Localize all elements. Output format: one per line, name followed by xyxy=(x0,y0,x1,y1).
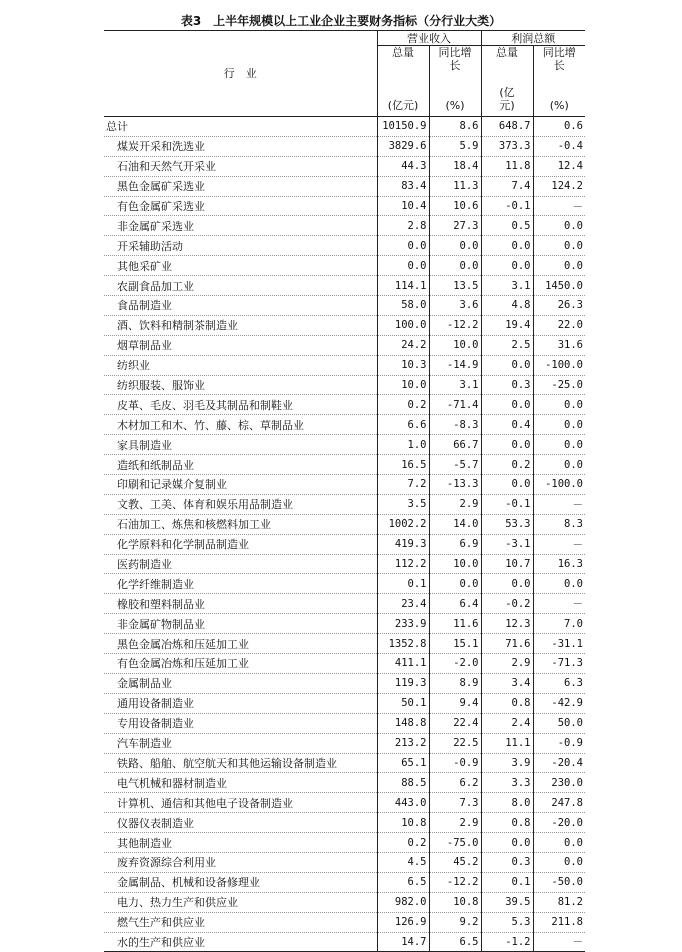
revenue-yoy-cell: -8.3 xyxy=(429,415,481,435)
profit-total-cell: 3.3 xyxy=(481,773,533,793)
profit-yoy-cell: 81.2 xyxy=(533,892,585,912)
profit-total-cell: 373.3 xyxy=(481,136,533,156)
table-row xyxy=(104,614,585,634)
table-row xyxy=(104,514,585,534)
revenue-yoy-cell: -71.4 xyxy=(429,395,481,415)
profit-yoy-cell: 247.8 xyxy=(533,793,585,813)
profit-group-header: 利润总额 xyxy=(481,31,585,46)
industry-name-cell: 水的生产和供应业 xyxy=(104,932,377,952)
profit-total-cell: 11.1 xyxy=(481,733,533,753)
revenue-total-cell: 6.6 xyxy=(377,415,429,435)
industry-name-cell: 仪器仪表制造业 xyxy=(104,813,377,833)
industry-name-cell: 电力、热力生产和供应业 xyxy=(104,892,377,912)
table-row xyxy=(104,136,585,156)
revenue-group-header: 营业收入 xyxy=(377,31,481,46)
profit-total-cell: 0.0 xyxy=(481,256,533,276)
profit-yoy-cell: 50.0 xyxy=(533,713,585,733)
table-row xyxy=(104,813,585,833)
revenue-yoy-cell: 0.0 xyxy=(429,256,481,276)
industry-name-cell: 医药制造业 xyxy=(104,554,377,574)
profit-yoy-cell: 0.0 xyxy=(533,256,585,276)
profit-total-cell: 3.4 xyxy=(481,673,533,693)
profit-total-cell: 5.3 xyxy=(481,912,533,932)
profit-total-cell: 39.5 xyxy=(481,892,533,912)
profit-total-cell: 2.5 xyxy=(481,335,533,355)
revenue-yoy-cell: 6.9 xyxy=(429,534,481,554)
industry-name-cell: 酒、饮料和精制茶制造业 xyxy=(104,315,377,335)
table-row xyxy=(104,196,585,216)
revenue-yoy-cell: 2.9 xyxy=(429,494,481,514)
revenue-total-cell: 10150.9 xyxy=(377,117,429,137)
profit-total-cell: 0.3 xyxy=(481,375,533,395)
profit-total-cell: 11.8 xyxy=(481,156,533,176)
profit-yoy-cell: － xyxy=(533,494,585,514)
industry-name-cell: 文教、工美、体育和娱乐用品制造业 xyxy=(104,494,377,514)
table-row xyxy=(104,733,585,753)
revenue-total-cell: 6.5 xyxy=(377,872,429,892)
table-row xyxy=(104,833,585,853)
profit-total-cell: 0.8 xyxy=(481,693,533,713)
table-row xyxy=(104,773,585,793)
revenue-total-cell: 24.2 xyxy=(377,335,429,355)
revenue-yoy-cell: -12.2 xyxy=(429,872,481,892)
industry-name-cell: 有色金属矿采选业 xyxy=(104,196,377,216)
table-row xyxy=(104,435,585,455)
revenue-yoy-cell: 18.4 xyxy=(429,156,481,176)
revenue-total-cell: 83.4 xyxy=(377,176,429,196)
profit-total-cell: 0.5 xyxy=(481,216,533,236)
revenue-total-cell: 50.1 xyxy=(377,693,429,713)
revenue-total-cell: 65.1 xyxy=(377,753,429,773)
revenue-yoy-cell: 6.4 xyxy=(429,594,481,614)
table-body xyxy=(104,117,585,952)
revenue-total-label: 总量 xyxy=(392,46,414,59)
profit-yoy-cell: -71.3 xyxy=(533,654,585,674)
table-row xyxy=(104,375,585,395)
industry-name-cell: 总计 xyxy=(104,117,377,137)
profit-total-cell: -3.1 xyxy=(481,534,533,554)
profit-total-cell: 7.4 xyxy=(481,176,533,196)
industry-name-cell: 废弃资源综合利用业 xyxy=(104,852,377,872)
profit-yoy-cell: 124.2 xyxy=(533,176,585,196)
industry-name-cell: 有色金属冶炼和压延加工业 xyxy=(104,654,377,674)
table-row xyxy=(104,872,585,892)
profit-yoy-cell: 0.6 xyxy=(533,117,585,137)
industry-name-cell: 纺织服装、服饰业 xyxy=(104,375,377,395)
table-row xyxy=(104,276,585,296)
profit-yoy-unit: (%) xyxy=(549,99,569,112)
table-row xyxy=(104,216,585,236)
industry-name-cell: 金属制品、机械和设备修理业 xyxy=(104,872,377,892)
industry-name-cell: 家具制造业 xyxy=(104,435,377,455)
profit-total-cell: -0.1 xyxy=(481,196,533,216)
profit-yoy-cell: 16.3 xyxy=(533,554,585,574)
profit-total-cell: 19.4 xyxy=(481,315,533,335)
table-row xyxy=(104,912,585,932)
profit-yoy-cell: 6.3 xyxy=(533,673,585,693)
industry-name-cell: 橡胶和塑料制品业 xyxy=(104,594,377,614)
revenue-total-cell: 10.3 xyxy=(377,355,429,375)
revenue-yoy-label: 同比增长 xyxy=(438,46,472,72)
profit-total-label: 总量 xyxy=(496,46,518,59)
revenue-yoy-cell: 27.3 xyxy=(429,216,481,236)
revenue-total-unit: (亿元) xyxy=(387,99,419,112)
profit-total-cell: 0.0 xyxy=(481,475,533,495)
table-row xyxy=(104,594,585,614)
table-row xyxy=(104,395,585,415)
table-header xyxy=(104,31,585,117)
revenue-yoy-cell: 3.6 xyxy=(429,296,481,316)
industry-name-cell: 石油加工、炼焦和核燃料加工业 xyxy=(104,514,377,534)
table-title: 表3 上半年规模以上工业企业主要财务指标（分行业大类） xyxy=(180,14,502,28)
revenue-yoy-cell: 10.0 xyxy=(429,554,481,574)
profit-total-cell: 0.8 xyxy=(481,813,533,833)
table-row xyxy=(104,574,585,594)
revenue-yoy-cell: 13.5 xyxy=(429,276,481,296)
profit-total-cell: 12.3 xyxy=(481,614,533,634)
profit-total-cell: 8.0 xyxy=(481,793,533,813)
profit-yoy-cell: 0.0 xyxy=(533,236,585,256)
revenue-yoy-unit: (%) xyxy=(445,99,465,112)
revenue-total-cell: 0.2 xyxy=(377,833,429,853)
table-row xyxy=(104,296,585,316)
revenue-yoy-cell: -13.3 xyxy=(429,475,481,495)
revenue-total-cell: 213.2 xyxy=(377,733,429,753)
profit-yoy-cell: -0.4 xyxy=(533,136,585,156)
profit-yoy-cell: 26.3 xyxy=(533,296,585,316)
profit-yoy-cell: 0.0 xyxy=(533,852,585,872)
revenue-total-cell: 148.8 xyxy=(377,713,429,733)
revenue-total-cell: 0.2 xyxy=(377,395,429,415)
revenue-yoy-cell: 11.6 xyxy=(429,614,481,634)
table-row xyxy=(104,176,585,196)
profit-yoy-cell: 0.0 xyxy=(533,216,585,236)
industry-name-cell: 造纸和纸制品业 xyxy=(104,455,377,475)
profit-total-cell: 0.0 xyxy=(481,395,533,415)
profit-total-cell: 0.0 xyxy=(481,574,533,594)
table-row xyxy=(104,793,585,813)
revenue-yoy-cell: -0.9 xyxy=(429,753,481,773)
profit-total-cell: 3.1 xyxy=(481,276,533,296)
industry-name-cell: 印刷和记录媒介复制业 xyxy=(104,475,377,495)
revenue-yoy-cell: -12.2 xyxy=(429,315,481,335)
profit-total-cell: 0.0 xyxy=(481,435,533,455)
profit-yoy-cell: 22.0 xyxy=(533,315,585,335)
profit-yoy-cell: -100.0 xyxy=(533,475,585,495)
table-row xyxy=(104,534,585,554)
revenue-yoy-cell: 22.4 xyxy=(429,713,481,733)
revenue-total-cell: 1002.2 xyxy=(377,514,429,534)
industry-name-cell: 电气机械和器材制造业 xyxy=(104,773,377,793)
profit-yoy-cell: -42.9 xyxy=(533,693,585,713)
profit-yoy-cell: － xyxy=(533,932,585,952)
industry-name-cell: 非金属矿采选业 xyxy=(104,216,377,236)
table-row xyxy=(104,117,585,137)
table-row xyxy=(104,315,585,335)
table-row xyxy=(104,634,585,654)
revenue-total-cell: 4.5 xyxy=(377,852,429,872)
industry-name-cell: 非金属矿物制品业 xyxy=(104,614,377,634)
revenue-yoy-cell: 8.9 xyxy=(429,673,481,693)
profit-yoy-cell: -0.9 xyxy=(533,733,585,753)
profit-yoy-cell: － xyxy=(533,534,585,554)
profit-yoy-header xyxy=(533,46,585,117)
revenue-yoy-cell: -2.0 xyxy=(429,654,481,674)
revenue-total-cell: 443.0 xyxy=(377,793,429,813)
revenue-total-cell: 411.1 xyxy=(377,654,429,674)
revenue-total-cell: 14.7 xyxy=(377,932,429,952)
profit-yoy-cell: -20.4 xyxy=(533,753,585,773)
profit-total-cell: 0.4 xyxy=(481,415,533,435)
revenue-yoy-cell: 10.8 xyxy=(429,892,481,912)
revenue-total-cell: 119.3 xyxy=(377,673,429,693)
profit-total-cell: 10.7 xyxy=(481,554,533,574)
revenue-yoy-cell: 0.0 xyxy=(429,236,481,256)
revenue-total-cell: 982.0 xyxy=(377,892,429,912)
revenue-yoy-cell: 0.0 xyxy=(429,574,481,594)
table-row xyxy=(104,852,585,872)
profit-yoy-label: 同比增长 xyxy=(542,46,576,72)
industry-name-cell: 食品制造业 xyxy=(104,296,377,316)
profit-total-cell: 53.3 xyxy=(481,514,533,534)
revenue-total-cell: 126.9 xyxy=(377,912,429,932)
revenue-yoy-cell: -75.0 xyxy=(429,833,481,853)
table-row xyxy=(104,673,585,693)
revenue-yoy-cell: 66.7 xyxy=(429,435,481,455)
revenue-total-header xyxy=(377,46,429,117)
revenue-total-cell: 58.0 xyxy=(377,296,429,316)
profit-yoy-cell: 230.0 xyxy=(533,773,585,793)
industry-name-cell: 烟草制品业 xyxy=(104,335,377,355)
revenue-yoy-cell: 9.2 xyxy=(429,912,481,932)
revenue-yoy-cell: 22.5 xyxy=(429,733,481,753)
profit-yoy-cell: -25.0 xyxy=(533,375,585,395)
industry-name-cell: 专用设备制造业 xyxy=(104,713,377,733)
profit-yoy-cell: 0.0 xyxy=(533,415,585,435)
table-row xyxy=(104,256,585,276)
revenue-total-cell: 3.5 xyxy=(377,494,429,514)
profit-total-header xyxy=(481,46,533,117)
revenue-total-cell: 1352.8 xyxy=(377,634,429,654)
profit-yoy-cell: 1450.0 xyxy=(533,276,585,296)
table-row xyxy=(104,892,585,912)
table-row xyxy=(104,355,585,375)
revenue-yoy-cell: 45.2 xyxy=(429,852,481,872)
table-row xyxy=(104,156,585,176)
industry-header xyxy=(104,31,377,117)
profit-total-cell: 2.9 xyxy=(481,654,533,674)
table-row xyxy=(104,693,585,713)
revenue-yoy-cell: 2.9 xyxy=(429,813,481,833)
profit-yoy-cell: 12.4 xyxy=(533,156,585,176)
revenue-yoy-cell: 15.1 xyxy=(429,634,481,654)
revenue-total-cell: 16.5 xyxy=(377,455,429,475)
table-row xyxy=(104,335,585,355)
profit-yoy-cell: -31.1 xyxy=(533,634,585,654)
profit-yoy-cell: 31.6 xyxy=(533,335,585,355)
profit-total-cell: 4.8 xyxy=(481,296,533,316)
industry-name-cell: 黑色金属冶炼和压延加工业 xyxy=(104,634,377,654)
revenue-yoy-cell: 7.3 xyxy=(429,793,481,813)
financial-indicators-table xyxy=(104,30,585,952)
table-row xyxy=(104,753,585,773)
revenue-yoy-cell: 10.0 xyxy=(429,335,481,355)
profit-total-cell: 0.0 xyxy=(481,355,533,375)
table-row xyxy=(104,554,585,574)
revenue-total-cell: 2.8 xyxy=(377,216,429,236)
revenue-yoy-cell: 10.6 xyxy=(429,196,481,216)
industry-name-cell: 化学纤维制造业 xyxy=(104,574,377,594)
revenue-yoy-cell: 6.5 xyxy=(429,932,481,952)
industry-name-cell: 其他采矿业 xyxy=(104,256,377,276)
industry-name-cell: 通用设备制造业 xyxy=(104,693,377,713)
industry-name-cell: 开采辅助活动 xyxy=(104,236,377,256)
table-row xyxy=(104,654,585,674)
profit-total-cell: -1.2 xyxy=(481,932,533,952)
profit-yoy-cell: 0.0 xyxy=(533,574,585,594)
table-row xyxy=(104,475,585,495)
industry-name-cell: 计算机、通信和其他电子设备制造业 xyxy=(104,793,377,813)
revenue-total-cell: 0.0 xyxy=(377,256,429,276)
profit-yoy-cell: -100.0 xyxy=(533,355,585,375)
revenue-total-cell: 7.2 xyxy=(377,475,429,495)
industry-name-cell: 农副食品加工业 xyxy=(104,276,377,296)
profit-yoy-cell: － xyxy=(533,594,585,614)
table-row xyxy=(104,713,585,733)
industry-name-cell: 其他制造业 xyxy=(104,833,377,853)
revenue-yoy-cell: 9.4 xyxy=(429,693,481,713)
header-group-row xyxy=(104,31,585,46)
profit-yoy-cell: 0.0 xyxy=(533,395,585,415)
revenue-total-cell: 10.8 xyxy=(377,813,429,833)
industry-name-cell: 金属制品业 xyxy=(104,673,377,693)
revenue-total-cell: 88.5 xyxy=(377,773,429,793)
industry-name-cell: 煤炭开采和洗选业 xyxy=(104,136,377,156)
table-row xyxy=(104,415,585,435)
revenue-yoy-cell: 11.3 xyxy=(429,176,481,196)
industry-name-cell: 石油和天然气开采业 xyxy=(104,156,377,176)
profit-yoy-cell: 0.0 xyxy=(533,435,585,455)
industry-name-cell: 纺织业 xyxy=(104,355,377,375)
table-row xyxy=(104,236,585,256)
revenue-yoy-cell: 8.6 xyxy=(429,117,481,137)
profit-total-cell: -0.1 xyxy=(481,494,533,514)
profit-yoy-cell: 0.0 xyxy=(533,833,585,853)
revenue-total-cell: 10.4 xyxy=(377,196,429,216)
industry-name-cell: 铁路、船舶、航空航天和其他运输设备制造业 xyxy=(104,753,377,773)
revenue-total-cell: 233.9 xyxy=(377,614,429,634)
profit-yoy-cell: 211.8 xyxy=(533,912,585,932)
industry-header-label: 行 业 xyxy=(223,67,257,80)
profit-yoy-cell: -20.0 xyxy=(533,813,585,833)
revenue-total-cell: 100.0 xyxy=(377,315,429,335)
revenue-total-cell: 23.4 xyxy=(377,594,429,614)
industry-name-cell: 黑色金属矿采选业 xyxy=(104,176,377,196)
profit-total-unit: (亿元) xyxy=(499,86,515,112)
revenue-yoy-cell: 3.1 xyxy=(429,375,481,395)
profit-total-cell: 3.9 xyxy=(481,753,533,773)
table-row xyxy=(104,494,585,514)
table-row xyxy=(104,455,585,475)
profit-total-cell: 0.3 xyxy=(481,852,533,872)
revenue-total-cell: 112.2 xyxy=(377,554,429,574)
profit-yoy-cell: 0.0 xyxy=(533,455,585,475)
revenue-total-cell: 114.1 xyxy=(377,276,429,296)
revenue-yoy-cell: 6.2 xyxy=(429,773,481,793)
profit-total-cell: 71.6 xyxy=(481,634,533,654)
revenue-yoy-cell: -14.9 xyxy=(429,355,481,375)
profit-total-cell: 0.1 xyxy=(481,872,533,892)
profit-total-cell: 648.7 xyxy=(481,117,533,137)
profit-yoy-cell: － xyxy=(533,196,585,216)
industry-name-cell: 皮革、毛皮、羽毛及其制品和制鞋业 xyxy=(104,395,377,415)
revenue-total-cell: 10.0 xyxy=(377,375,429,395)
profit-total-cell: 0.0 xyxy=(481,236,533,256)
revenue-yoy-header xyxy=(429,46,481,117)
revenue-total-cell: 44.3 xyxy=(377,156,429,176)
revenue-total-cell: 419.3 xyxy=(377,534,429,554)
revenue-yoy-cell: 14.0 xyxy=(429,514,481,534)
industry-name-cell: 化学原料和化学制品制造业 xyxy=(104,534,377,554)
industry-name-cell: 汽车制造业 xyxy=(104,733,377,753)
profit-total-cell: -0.2 xyxy=(481,594,533,614)
industry-name-cell: 木材加工和木、竹、藤、棕、草制品业 xyxy=(104,415,377,435)
revenue-total-cell: 3829.6 xyxy=(377,136,429,156)
profit-total-cell: 2.4 xyxy=(481,713,533,733)
revenue-yoy-cell: -5.7 xyxy=(429,455,481,475)
profit-total-cell: 0.0 xyxy=(481,833,533,853)
revenue-yoy-cell: 5.9 xyxy=(429,136,481,156)
revenue-total-cell: 1.0 xyxy=(377,435,429,455)
profit-yoy-cell: 7.0 xyxy=(533,614,585,634)
profit-yoy-cell: -50.0 xyxy=(533,872,585,892)
industry-name-cell: 燃气生产和供应业 xyxy=(104,912,377,932)
revenue-total-cell: 0.0 xyxy=(377,236,429,256)
profit-yoy-cell: 8.3 xyxy=(533,514,585,534)
revenue-total-cell: 0.1 xyxy=(377,574,429,594)
profit-total-cell: 0.2 xyxy=(481,455,533,475)
